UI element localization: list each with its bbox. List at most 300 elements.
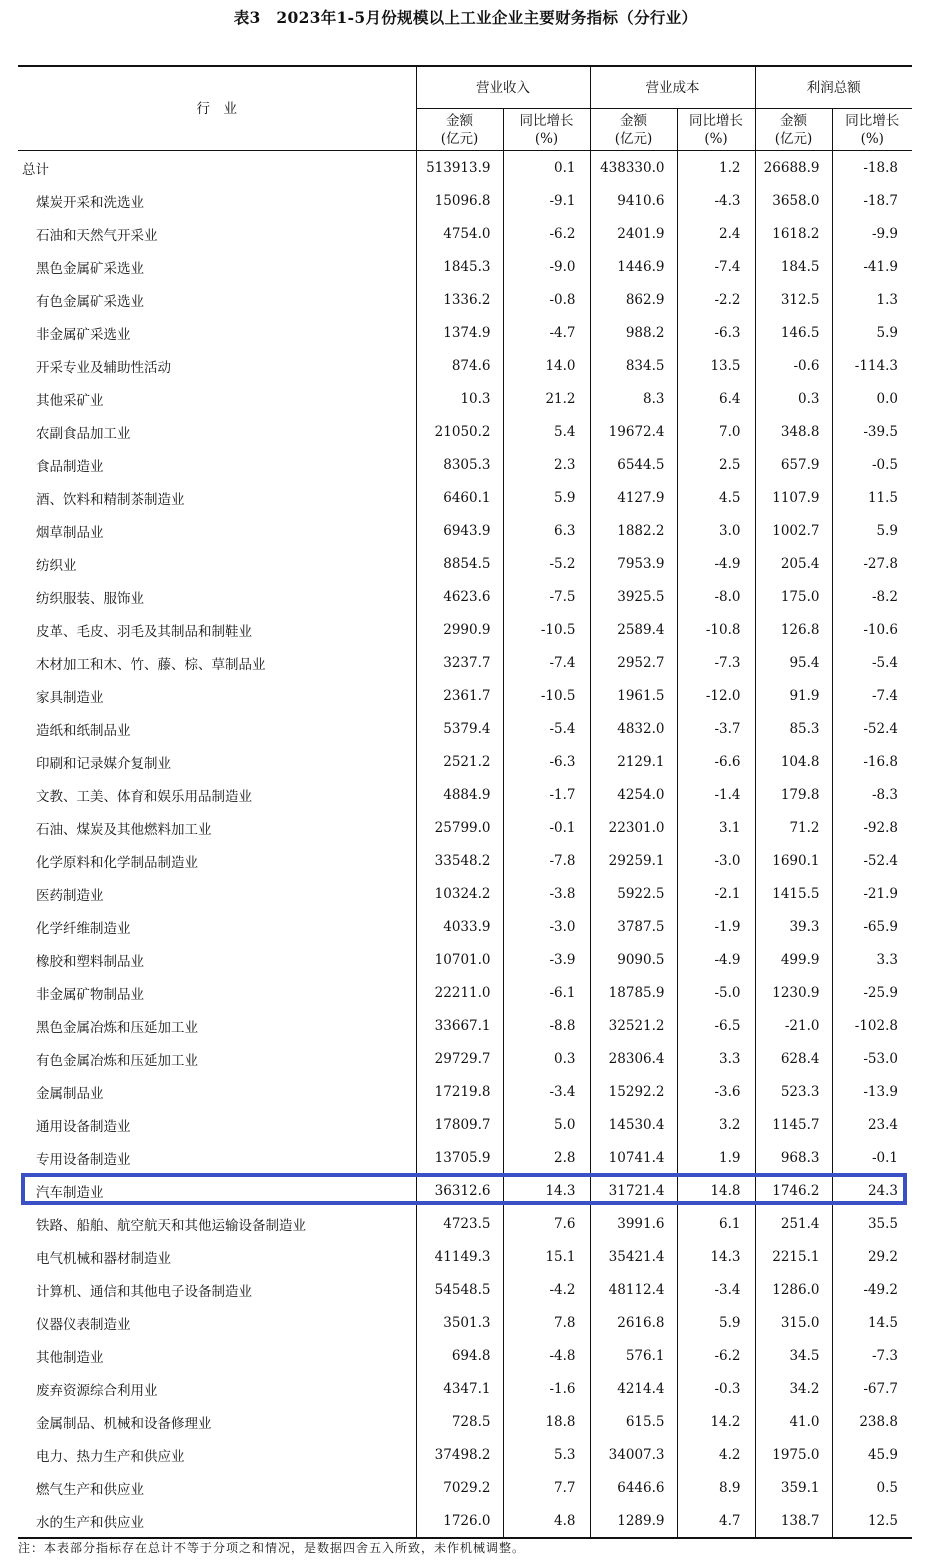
industry-name: 仪器仪表制造业 xyxy=(36,1316,131,1333)
industry-name: 废弃资源综合利用业 xyxy=(36,1382,158,1399)
table-row xyxy=(18,778,912,811)
profit-amount-cell: 34.5 xyxy=(755,1339,832,1372)
revenue-growth-cell: -0.8 xyxy=(503,283,590,316)
cost-growth-cell: -0.3 xyxy=(677,1372,755,1405)
cost-growth-cell: -3.7 xyxy=(677,712,755,745)
cost-growth-cell: 3.0 xyxy=(677,514,755,547)
profit-growth-cell: -13.9 xyxy=(832,1075,912,1108)
cost-amount-cell: 8.3 xyxy=(590,382,677,415)
revenue-amount-cell: 41149.3 xyxy=(416,1240,503,1273)
cost-amount-cell: 15292.2 xyxy=(590,1075,677,1108)
revenue-amount-cell: 2361.7 xyxy=(416,679,503,712)
cost-growth-cell: -4.9 xyxy=(677,547,755,580)
profit-growth-cell: 0.5 xyxy=(832,1471,912,1504)
cost-growth-cell: -8.0 xyxy=(677,580,755,613)
industry-name: 汽车制造业 xyxy=(36,1184,104,1201)
revenue-amount-header: 金额 (亿元) xyxy=(416,109,503,151)
profit-amount-cell: 3658.0 xyxy=(755,184,832,217)
profit-growth-cell: -67.7 xyxy=(832,1372,912,1405)
cost-amount-cell: 35421.4 xyxy=(590,1240,677,1273)
cost-amount-cell: 2589.4 xyxy=(590,613,677,646)
revenue-growth-cell: -6.3 xyxy=(503,745,590,778)
industry-name: 石油和天然气开采业 xyxy=(36,227,158,244)
industry-name: 计算机、通信和其他电子设备制造业 xyxy=(36,1283,252,1300)
table-body xyxy=(18,151,912,1539)
profit-growth-cell: -92.8 xyxy=(832,811,912,844)
profit-growth-cell: -7.3 xyxy=(832,1339,912,1372)
profit-growth-cell: -21.9 xyxy=(832,877,912,910)
cost-growth-cell: -6.6 xyxy=(677,745,755,778)
industry-name: 其他制造业 xyxy=(36,1349,104,1366)
revenue-amount-cell: 13705.9 xyxy=(416,1141,503,1174)
profit-amount-cell: -0.6 xyxy=(755,349,832,382)
profit-growth-cell: -10.6 xyxy=(832,613,912,646)
profit-growth-cell: -7.4 xyxy=(832,679,912,712)
revenue-growth-cell: 6.3 xyxy=(503,514,590,547)
profit-growth-cell: -8.3 xyxy=(832,778,912,811)
cost-growth-cell: -3.0 xyxy=(677,844,755,877)
profit-amount-cell: 41.0 xyxy=(755,1405,832,1438)
table-row xyxy=(18,415,912,448)
revenue-growth-cell: 15.1 xyxy=(503,1240,590,1273)
industry-name: 水的生产和供应业 xyxy=(36,1514,144,1531)
cost-growth-cell: -6.2 xyxy=(677,1339,755,1372)
cost-growth-cell: -2.2 xyxy=(677,283,755,316)
cost-amount-cell: 2616.8 xyxy=(590,1306,677,1339)
table-row xyxy=(18,1405,912,1438)
industry-name: 木材加工和木、竹、藤、棕、草制品业 xyxy=(36,656,266,673)
revenue-growth-cell: 7.7 xyxy=(503,1471,590,1504)
revenue-amount-cell: 1726.0 xyxy=(416,1504,503,1538)
cost-growth-cell: 14.2 xyxy=(677,1405,755,1438)
cost-amount-cell: 3991.6 xyxy=(590,1207,677,1240)
profit-growth-cell: 5.9 xyxy=(832,514,912,547)
industry-name: 专用设备制造业 xyxy=(36,1151,131,1168)
profit-amount-cell: 0.3 xyxy=(755,382,832,415)
profit-amount-cell: 1690.1 xyxy=(755,844,832,877)
industry-name: 通用设备制造业 xyxy=(36,1118,131,1135)
cost-amount-cell: 14530.4 xyxy=(590,1108,677,1141)
revenue-growth-header: 同比增长 (%) xyxy=(503,109,590,151)
profit-growth-cell: -49.2 xyxy=(832,1273,912,1306)
industry-header: 行 业 xyxy=(18,66,416,151)
table-row xyxy=(18,1306,912,1339)
revenue-growth-cell: 0.1 xyxy=(503,151,590,185)
cost-growth-cell: 4.5 xyxy=(677,481,755,514)
table-row xyxy=(18,1438,912,1471)
cost-growth-cell: 1.9 xyxy=(677,1141,755,1174)
industry-name: 化学纤维制造业 xyxy=(36,920,131,937)
cost-amount-cell: 1446.9 xyxy=(590,250,677,283)
total-row xyxy=(18,151,912,185)
cost-amount-header: 金额 (亿元) xyxy=(590,109,677,151)
cost-growth-cell: 5.9 xyxy=(677,1306,755,1339)
cost-amount-cell: 32521.2 xyxy=(590,1009,677,1042)
revenue-amount-cell: 37498.2 xyxy=(416,1438,503,1471)
revenue-amount-cell: 874.6 xyxy=(416,349,503,382)
industry-name: 烟草制品业 xyxy=(36,524,104,541)
revenue-amount-cell: 6460.1 xyxy=(416,481,503,514)
table-row xyxy=(18,745,912,778)
revenue-amount-cell: 15096.8 xyxy=(416,184,503,217)
industry-name: 造纸和纸制品业 xyxy=(36,722,131,739)
cost-growth-cell: 13.5 xyxy=(677,349,755,382)
table-title: 表3 2023年1-5月份规模以上工业企业主要财务指标（分行业） xyxy=(233,8,698,27)
revenue-amount-cell: 54548.5 xyxy=(416,1273,503,1306)
table-row xyxy=(18,1141,912,1174)
revenue-amount-cell: 1845.3 xyxy=(416,250,503,283)
profit-growth-cell: 29.2 xyxy=(832,1240,912,1273)
revenue-amount-cell: 6943.9 xyxy=(416,514,503,547)
cost-growth-cell: 7.0 xyxy=(677,415,755,448)
profit-growth-cell: 23.4 xyxy=(832,1108,912,1141)
revenue-growth-cell: 18.8 xyxy=(503,1405,590,1438)
revenue-growth-cell: 14.0 xyxy=(503,349,590,382)
profit-growth-cell: 238.8 xyxy=(832,1405,912,1438)
table-row xyxy=(18,1471,912,1504)
profit-amount-cell: 1975.0 xyxy=(755,1438,832,1471)
industry-name: 煤炭开采和洗选业 xyxy=(36,194,144,211)
table-row xyxy=(18,382,912,415)
profit-growth-cell: -8.2 xyxy=(832,580,912,613)
profit-amount-cell: 184.5 xyxy=(755,250,832,283)
revenue-amount-cell: 3237.7 xyxy=(416,646,503,679)
industry-name: 开采专业及辅助性活动 xyxy=(36,359,171,376)
industry-name: 总计 xyxy=(22,161,49,178)
cost-growth-cell: -5.0 xyxy=(677,976,755,1009)
revenue-growth-cell: 5.3 xyxy=(503,1438,590,1471)
cost-amount-cell: 4127.9 xyxy=(590,481,677,514)
revenue-growth-cell: 0.3 xyxy=(503,1042,590,1075)
revenue-growth-cell: -7.4 xyxy=(503,646,590,679)
industry-name: 电气机械和器材制造业 xyxy=(36,1250,171,1267)
cost-growth-cell: 3.2 xyxy=(677,1108,755,1141)
cost-amount-cell: 6446.6 xyxy=(590,1471,677,1504)
industry-name: 电力、热力生产和供应业 xyxy=(36,1448,185,1465)
revenue-growth-cell: 2.3 xyxy=(503,448,590,481)
industry-name: 酒、饮料和精制茶制造业 xyxy=(36,491,185,508)
cost-amount-cell: 2401.9 xyxy=(590,217,677,250)
profit-growth-cell: -5.4 xyxy=(832,646,912,679)
table-row xyxy=(18,943,912,976)
revenue-growth-cell: -5.4 xyxy=(503,712,590,745)
industry-name: 医药制造业 xyxy=(36,887,104,904)
profit-amount-cell: 968.3 xyxy=(755,1141,832,1174)
revenue-amount-cell: 5379.4 xyxy=(416,712,503,745)
profit-amount-cell: 71.2 xyxy=(755,811,832,844)
cost-amount-cell: 22301.0 xyxy=(590,811,677,844)
revenue-growth-cell: 21.2 xyxy=(503,382,590,415)
industry-name: 黑色金属矿采选业 xyxy=(36,260,144,277)
profit-amount-cell: 34.2 xyxy=(755,1372,832,1405)
cost-growth-cell: -7.4 xyxy=(677,250,755,283)
revenue-growth-cell: -6.2 xyxy=(503,217,590,250)
revenue-growth-cell: -1.6 xyxy=(503,1372,590,1405)
revenue-amount-cell: 29729.7 xyxy=(416,1042,503,1075)
revenue-growth-cell: 14.3 xyxy=(503,1174,590,1207)
profit-amount-cell: 179.8 xyxy=(755,778,832,811)
cost-amount-cell: 988.2 xyxy=(590,316,677,349)
cost-amount-cell: 28306.4 xyxy=(590,1042,677,1075)
cost-amount-cell: 31721.4 xyxy=(590,1174,677,1207)
profit-growth-cell: -114.3 xyxy=(832,349,912,382)
revenue-growth-cell: 5.0 xyxy=(503,1108,590,1141)
cost-amount-cell: 2129.1 xyxy=(590,745,677,778)
revenue-growth-cell: -10.5 xyxy=(503,613,590,646)
table-row xyxy=(18,316,912,349)
revenue-amount-cell: 3501.3 xyxy=(416,1306,503,1339)
revenue-amount-cell: 4033.9 xyxy=(416,910,503,943)
table-row xyxy=(18,217,912,250)
revenue-amount-cell: 4754.0 xyxy=(416,217,503,250)
profit-growth-cell: 12.5 xyxy=(832,1504,912,1538)
cost-amount-cell: 5922.5 xyxy=(590,877,677,910)
profit-growth-cell: -53.0 xyxy=(832,1042,912,1075)
profit-growth-cell: -27.8 xyxy=(832,547,912,580)
profit-amount-cell: 1746.2 xyxy=(755,1174,832,1207)
cost-amount-cell: 10741.4 xyxy=(590,1141,677,1174)
revenue-amount-cell: 2990.9 xyxy=(416,613,503,646)
cost-amount-cell: 34007.3 xyxy=(590,1438,677,1471)
profit-amount-header: 金额 (亿元) xyxy=(755,109,832,151)
profit-amount-cell: 126.8 xyxy=(755,613,832,646)
revenue-growth-cell: -0.1 xyxy=(503,811,590,844)
table-row xyxy=(18,976,912,1009)
profit-growth-cell: 14.5 xyxy=(832,1306,912,1339)
table-row xyxy=(18,481,912,514)
revenue-amount-cell: 17809.7 xyxy=(416,1108,503,1141)
revenue-growth-cell: -4.7 xyxy=(503,316,590,349)
profit-amount-cell: 95.4 xyxy=(755,646,832,679)
profit-amount-cell: 628.4 xyxy=(755,1042,832,1075)
revenue-amount-cell: 1336.2 xyxy=(416,283,503,316)
revenue-growth-cell: -4.8 xyxy=(503,1339,590,1372)
cost-amount-cell: 9090.5 xyxy=(590,943,677,976)
cost-amount-cell: 615.5 xyxy=(590,1405,677,1438)
profit-growth-cell: 3.3 xyxy=(832,943,912,976)
cost-growth-cell: 2.5 xyxy=(677,448,755,481)
revenue-growth-cell: -4.2 xyxy=(503,1273,590,1306)
table-row xyxy=(18,1174,912,1207)
revenue-growth-cell: -3.4 xyxy=(503,1075,590,1108)
cost-growth-cell: -10.8 xyxy=(677,613,755,646)
profit-amount-cell: 205.4 xyxy=(755,547,832,580)
cost-growth-cell: -4.9 xyxy=(677,943,755,976)
cost-amount-cell: 7953.9 xyxy=(590,547,677,580)
industry-name: 石油、煤炭及其他燃料加工业 xyxy=(36,821,212,838)
financial-indicators-table xyxy=(18,65,912,1539)
table-row xyxy=(18,844,912,877)
profit-growth-cell: -52.4 xyxy=(832,844,912,877)
profit-amount-cell: 348.8 xyxy=(755,415,832,448)
profit-growth-cell: 45.9 xyxy=(832,1438,912,1471)
cost-amount-cell: 4214.4 xyxy=(590,1372,677,1405)
profit-amount-cell: 104.8 xyxy=(755,745,832,778)
table-row xyxy=(18,349,912,382)
cost-amount-cell: 1882.2 xyxy=(590,514,677,547)
revenue-growth-cell: -10.5 xyxy=(503,679,590,712)
profit-amount-cell: 312.5 xyxy=(755,283,832,316)
cost-growth-cell: -3.4 xyxy=(677,1273,755,1306)
table-row xyxy=(18,910,912,943)
revenue-growth-cell: 7.6 xyxy=(503,1207,590,1240)
table-row xyxy=(18,1504,912,1538)
profit-amount-cell: 26688.9 xyxy=(755,151,832,185)
cost-growth-cell: 14.8 xyxy=(677,1174,755,1207)
cost-amount-cell: 4832.0 xyxy=(590,712,677,745)
table-row xyxy=(18,646,912,679)
cost-growth-cell: 2.4 xyxy=(677,217,755,250)
table-row xyxy=(18,514,912,547)
profit-growth-cell: -102.8 xyxy=(832,1009,912,1042)
revenue-amount-cell: 2521.2 xyxy=(416,745,503,778)
profit-growth-cell: -41.9 xyxy=(832,250,912,283)
revenue-amount-cell: 7029.2 xyxy=(416,1471,503,1504)
profit-amount-cell: 359.1 xyxy=(755,1471,832,1504)
profit-amount-cell: 85.3 xyxy=(755,712,832,745)
industry-name: 纺织业 xyxy=(36,557,77,574)
cost-growth-cell: -1.4 xyxy=(677,778,755,811)
cost-amount-cell: 19672.4 xyxy=(590,415,677,448)
revenue-amount-cell: 36312.6 xyxy=(416,1174,503,1207)
cost-growth-cell: -12.0 xyxy=(677,679,755,712)
profit-amount-cell: 2215.1 xyxy=(755,1240,832,1273)
table-row xyxy=(18,877,912,910)
table-row xyxy=(18,580,912,613)
industry-name: 皮革、毛皮、羽毛及其制品和制鞋业 xyxy=(36,623,252,640)
cost-growth-cell: -4.3 xyxy=(677,184,755,217)
table-row xyxy=(18,613,912,646)
profit-amount-cell: -21.0 xyxy=(755,1009,832,1042)
cost-growth-cell: 3.1 xyxy=(677,811,755,844)
revenue-amount-cell: 4723.5 xyxy=(416,1207,503,1240)
industry-name: 金属制品业 xyxy=(36,1085,104,1102)
revenue-amount-cell: 4347.1 xyxy=(416,1372,503,1405)
profit-growth-cell: -18.7 xyxy=(832,184,912,217)
industry-name: 文教、工美、体育和娱乐用品制造业 xyxy=(36,788,252,805)
cost-growth-cell: 3.3 xyxy=(677,1042,755,1075)
profit-growth-cell: -52.4 xyxy=(832,712,912,745)
profit-amount-cell: 1002.7 xyxy=(755,514,832,547)
table-row xyxy=(18,184,912,217)
table-row xyxy=(18,1108,912,1141)
cost-amount-cell: 3787.5 xyxy=(590,910,677,943)
revenue-amount-cell: 33667.1 xyxy=(416,1009,503,1042)
cost-header: 营业成本 xyxy=(590,66,755,109)
industry-name: 家具制造业 xyxy=(36,689,104,706)
revenue-growth-cell: 2.8 xyxy=(503,1141,590,1174)
revenue-growth-cell: -3.8 xyxy=(503,877,590,910)
revenue-growth-cell: -7.8 xyxy=(503,844,590,877)
profit-header: 利润总额 xyxy=(755,66,912,109)
profit-amount-cell: 251.4 xyxy=(755,1207,832,1240)
table-row xyxy=(18,811,912,844)
industry-name: 橡胶和塑料制品业 xyxy=(36,953,144,970)
profit-amount-cell: 146.5 xyxy=(755,316,832,349)
cost-growth-cell: 6.1 xyxy=(677,1207,755,1240)
revenue-growth-cell: -3.0 xyxy=(503,910,590,943)
revenue-growth-cell: 5.4 xyxy=(503,415,590,448)
cost-growth-cell: 4.2 xyxy=(677,1438,755,1471)
profit-growth-header: 同比增长 (%) xyxy=(832,109,912,151)
revenue-amount-cell: 33548.2 xyxy=(416,844,503,877)
table-row xyxy=(18,1009,912,1042)
cost-amount-cell: 1289.9 xyxy=(590,1504,677,1538)
profit-growth-cell: -65.9 xyxy=(832,910,912,943)
profit-growth-cell: 35.5 xyxy=(832,1207,912,1240)
profit-growth-cell: -39.5 xyxy=(832,415,912,448)
industry-name: 有色金属冶炼和压延加工业 xyxy=(36,1052,198,1069)
revenue-amount-cell: 17219.8 xyxy=(416,1075,503,1108)
revenue-growth-cell: -3.9 xyxy=(503,943,590,976)
revenue-growth-cell: -9.0 xyxy=(503,250,590,283)
revenue-amount-cell: 8854.5 xyxy=(416,547,503,580)
cost-amount-cell: 438330.0 xyxy=(590,151,677,185)
revenue-amount-cell: 728.5 xyxy=(416,1405,503,1438)
revenue-amount-cell: 22211.0 xyxy=(416,976,503,1009)
revenue-amount-cell: 10701.0 xyxy=(416,943,503,976)
table-row xyxy=(18,448,912,481)
cost-amount-cell: 29259.1 xyxy=(590,844,677,877)
cost-growth-cell: -3.6 xyxy=(677,1075,755,1108)
industry-name: 有色金属矿采选业 xyxy=(36,293,144,310)
table-row xyxy=(18,547,912,580)
cost-growth-cell: -2.1 xyxy=(677,877,755,910)
industry-name: 其他采矿业 xyxy=(36,392,104,409)
profit-growth-cell: 11.5 xyxy=(832,481,912,514)
revenue-growth-cell: -9.1 xyxy=(503,184,590,217)
revenue-amount-cell: 10.3 xyxy=(416,382,503,415)
industry-name: 化学原料和化学制品制造业 xyxy=(36,854,198,871)
industry-name: 印刷和记录媒介复制业 xyxy=(36,755,171,772)
revenue-amount-cell: 694.8 xyxy=(416,1339,503,1372)
revenue-amount-cell: 21050.2 xyxy=(416,415,503,448)
revenue-amount-cell: 513913.9 xyxy=(416,151,503,185)
revenue-amount-cell: 4884.9 xyxy=(416,778,503,811)
cost-growth-header: 同比增长 (%) xyxy=(677,109,755,151)
cost-amount-cell: 3925.5 xyxy=(590,580,677,613)
profit-amount-cell: 1618.2 xyxy=(755,217,832,250)
table-row xyxy=(18,1339,912,1372)
cost-amount-cell: 18785.9 xyxy=(590,976,677,1009)
profit-growth-cell: 1.3 xyxy=(832,283,912,316)
cost-amount-cell: 1961.5 xyxy=(590,679,677,712)
profit-amount-cell: 1286.0 xyxy=(755,1273,832,1306)
profit-growth-cell: -0.5 xyxy=(832,448,912,481)
cost-amount-cell: 834.5 xyxy=(590,349,677,382)
cost-amount-cell: 2952.7 xyxy=(590,646,677,679)
revenue-amount-cell: 1374.9 xyxy=(416,316,503,349)
revenue-header: 营业收入 xyxy=(416,66,590,109)
cost-amount-cell: 6544.5 xyxy=(590,448,677,481)
table-row xyxy=(18,679,912,712)
revenue-amount-cell: 8305.3 xyxy=(416,448,503,481)
revenue-amount-cell: 25799.0 xyxy=(416,811,503,844)
revenue-growth-cell: 7.8 xyxy=(503,1306,590,1339)
revenue-growth-cell: -5.2 xyxy=(503,547,590,580)
revenue-growth-cell: -8.8 xyxy=(503,1009,590,1042)
revenue-amount-cell: 10324.2 xyxy=(416,877,503,910)
profit-growth-cell: -18.8 xyxy=(832,151,912,185)
cost-amount-cell: 576.1 xyxy=(590,1339,677,1372)
table-row xyxy=(18,1372,912,1405)
cost-growth-cell: -1.9 xyxy=(677,910,755,943)
industry-name: 非金属矿采选业 xyxy=(36,326,131,343)
profit-amount-cell: 39.3 xyxy=(755,910,832,943)
profit-amount-cell: 1145.7 xyxy=(755,1108,832,1141)
table-row xyxy=(18,712,912,745)
revenue-amount-cell: 4623.6 xyxy=(416,580,503,613)
